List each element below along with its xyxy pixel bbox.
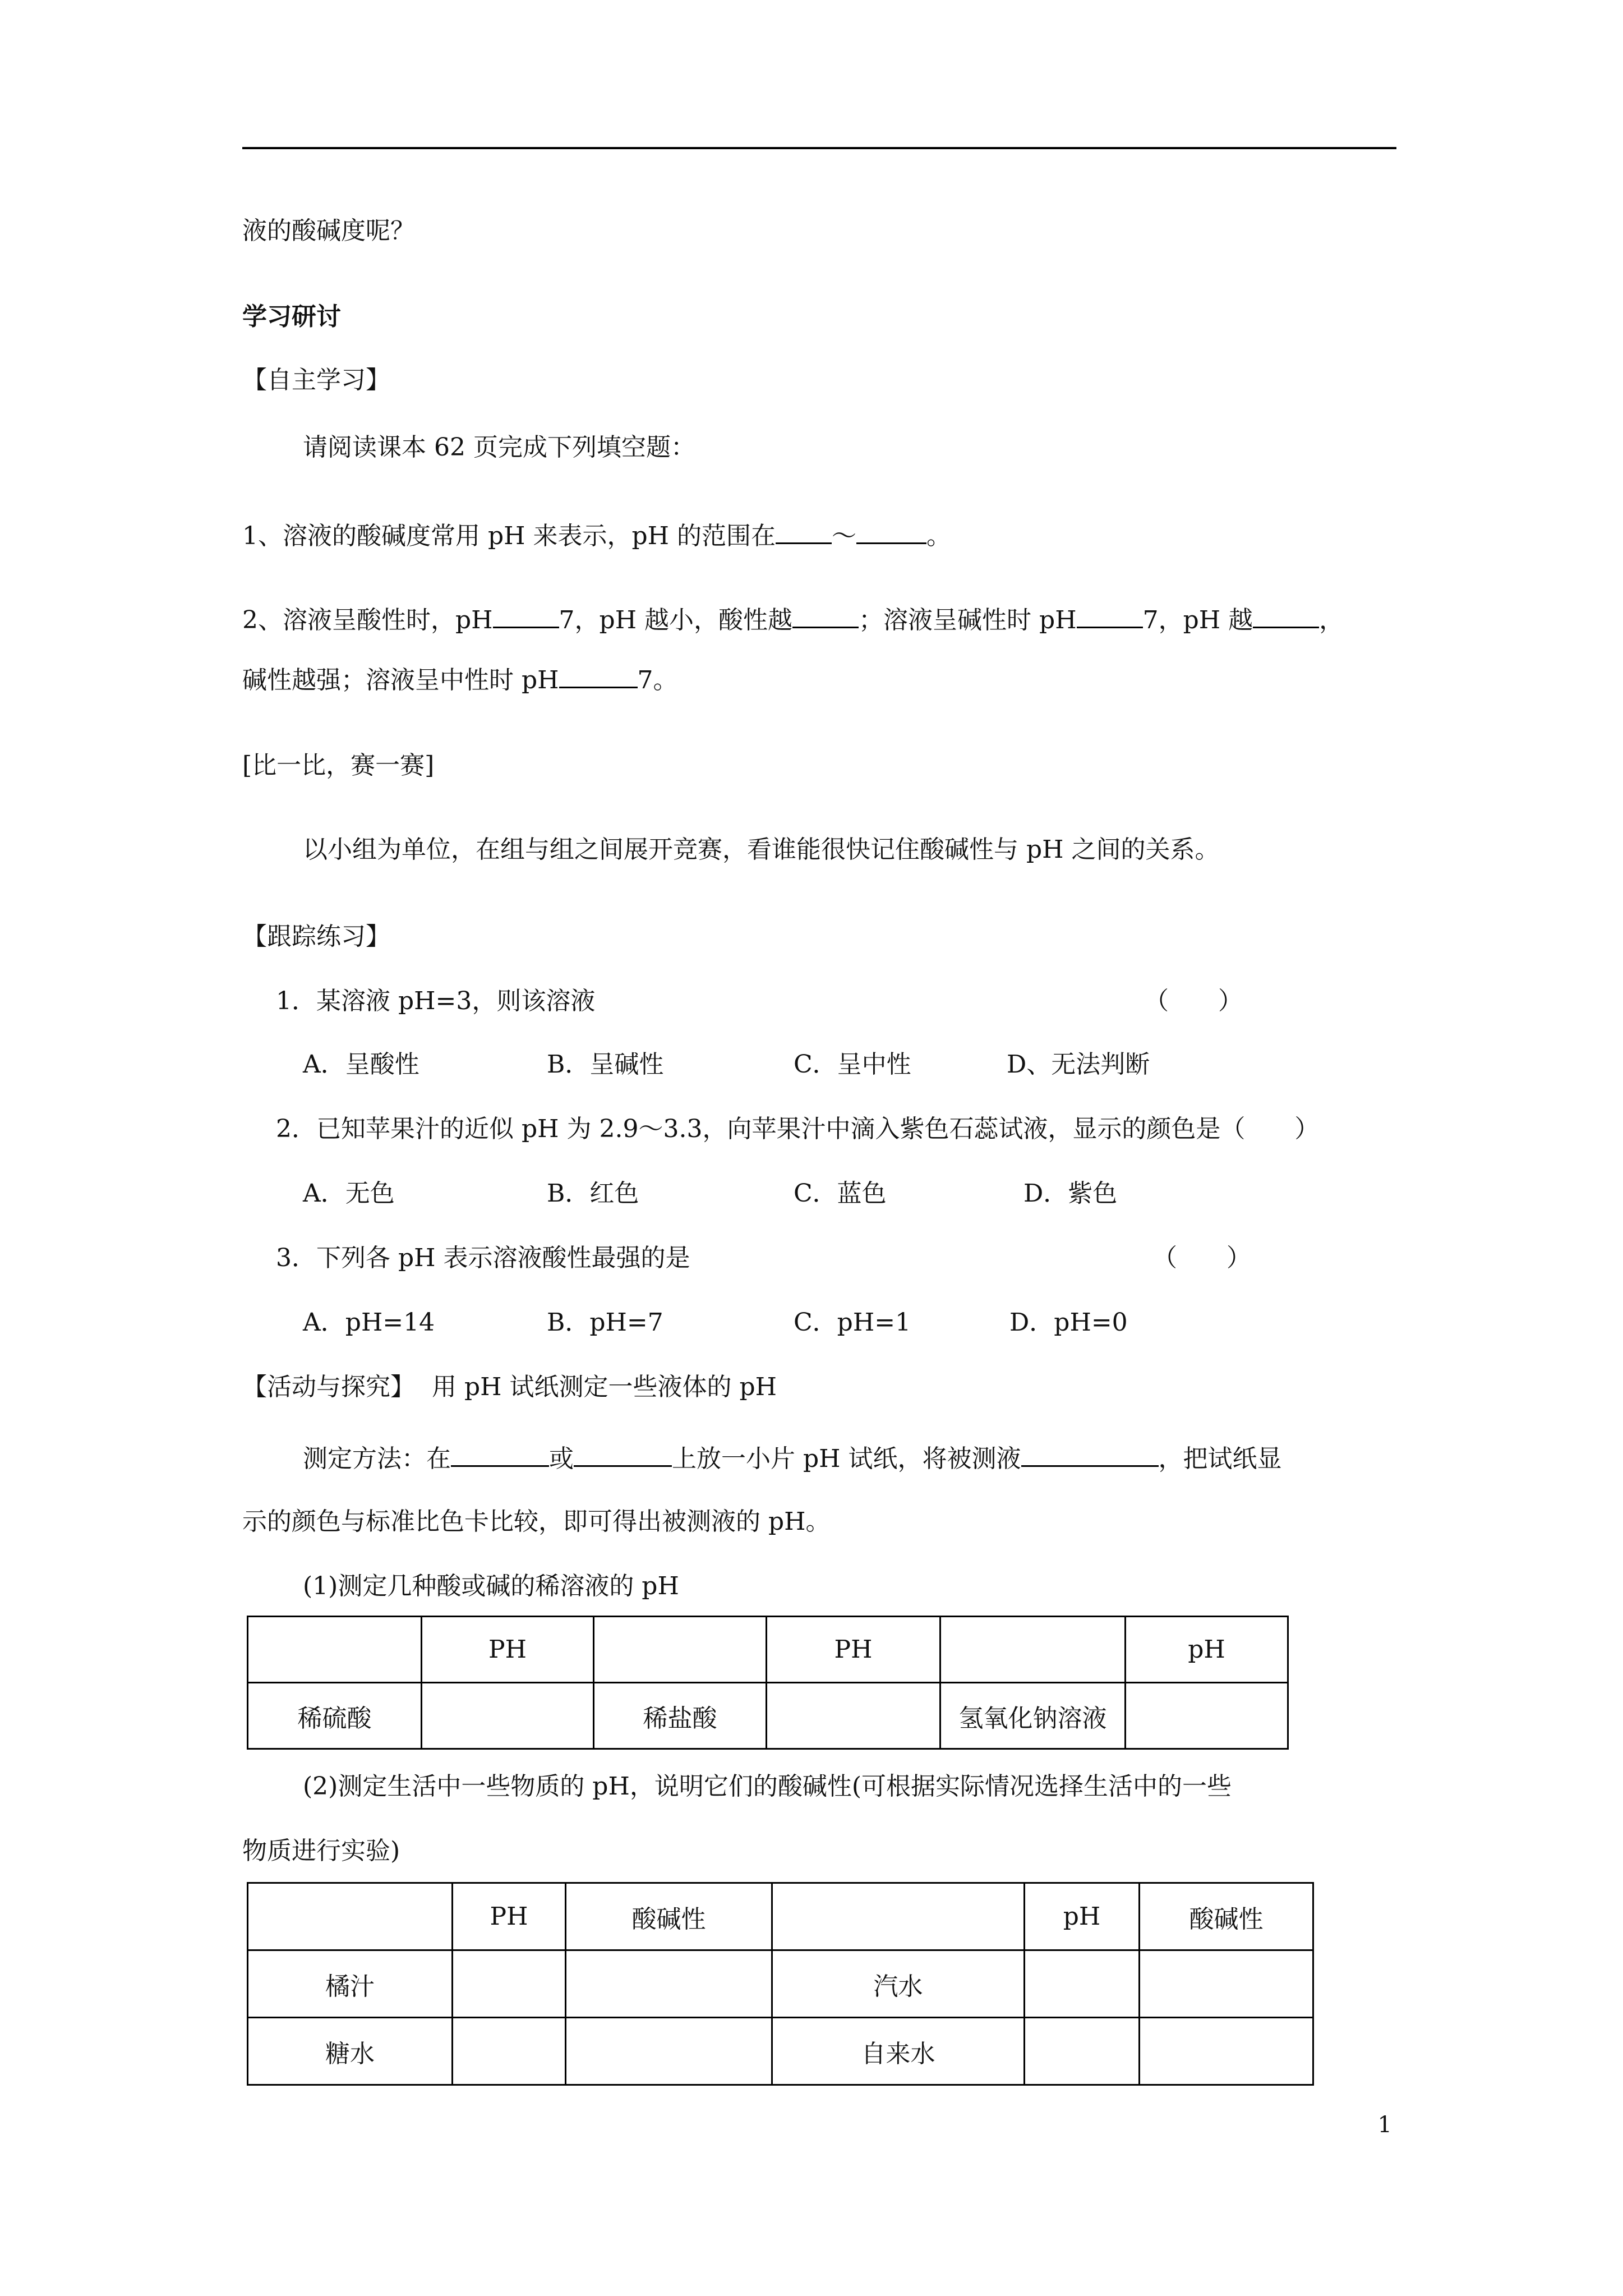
- part2-title-cont: 物质进行实验): [242, 1837, 400, 1865]
- fill-question-1: [242, 518, 951, 553]
- table-input-cell[interactable]: [1140, 1950, 1313, 2018]
- option-d[interactable]: D．紫色: [1023, 1179, 1118, 1208]
- activity-heading-line: [242, 1370, 777, 1404]
- option-b[interactable]: B．呈碱性: [547, 1050, 664, 1079]
- option-d[interactable]: D．pH=0: [1009, 1308, 1128, 1337]
- table-input-cell[interactable]: [453, 1950, 566, 2018]
- table-cell: 汽水: [772, 1950, 1025, 2018]
- table-row: [248, 2018, 1313, 2085]
- answer-blank[interactable]: [451, 1441, 549, 1467]
- answer-blank[interactable]: [559, 662, 638, 688]
- table-cell: 酸碱性: [1140, 1883, 1313, 1950]
- option-c[interactable]: C．蓝色: [794, 1179, 887, 1208]
- q2-text-c: ；溶液呈碱性时 pH: [859, 606, 1077, 634]
- method-text-a: 测定方法：在: [303, 1444, 451, 1473]
- table-header-row: [248, 1617, 1288, 1683]
- answer-blank[interactable]: [856, 518, 926, 544]
- q2-text-f: 碱性越强；溶液呈中性时 pH: [242, 666, 559, 694]
- answer-blank[interactable]: [1253, 602, 1319, 628]
- table-input-cell[interactable]: [566, 2018, 772, 2085]
- table-input-cell[interactable]: [767, 1683, 940, 1749]
- method-text-b: 或: [549, 1444, 574, 1473]
- table-cell: PH: [453, 1883, 566, 1950]
- table-input-cell[interactable]: [1126, 1683, 1288, 1749]
- table-cell: [248, 1883, 453, 1950]
- activity-heading: 【活动与探究】: [242, 1373, 415, 1401]
- option-a[interactable]: A．呈酸性: [303, 1050, 419, 1079]
- method-line-2: 示的颜色与标准比色卡比较，即可得出被测液的 pH。: [242, 1507, 831, 1536]
- table-input-cell[interactable]: [1025, 2018, 1140, 2085]
- q2-text-e: ，: [1319, 606, 1344, 634]
- table-cell: [772, 1883, 1025, 1950]
- section-title: 学习研讨: [242, 302, 341, 331]
- table-cell: [940, 1617, 1126, 1683]
- method-text-c: 上放一小片 pH 试纸，将被测液: [672, 1444, 1021, 1473]
- header-rule: [242, 147, 1396, 149]
- option-c[interactable]: C．pH=1: [794, 1308, 911, 1337]
- table-cell: PH: [422, 1617, 594, 1683]
- table-row: [248, 1950, 1313, 2018]
- answer-blank[interactable]: [1021, 1441, 1159, 1467]
- compete-text: 以小组为单位，在组与组之间展开竞赛，看谁能很快记住酸碱性与 pH 之间的关系。: [303, 835, 1220, 864]
- practice-q3-stem: 3．下列各 pH 表示溶液酸性最强的是: [276, 1244, 690, 1272]
- table-input-cell[interactable]: [453, 2018, 566, 2085]
- answer-blank[interactable]: [776, 518, 832, 544]
- part2-title: (2)测定生活中一些物质的 pH，说明它们的酸碱性(可根据实际情况选择生活中的一些: [303, 1772, 1232, 1801]
- practice-q2-stem: 2．已知苹果汁的近似 pH 为 2.9～3.3，向苹果汁中滴入紫色石蕊试液，显示的颜色是（ ）: [276, 1115, 1320, 1143]
- method-text-d: ，把试纸显: [1158, 1444, 1282, 1473]
- table-cell: [248, 1617, 422, 1683]
- table-input-cell[interactable]: [1025, 1950, 1140, 2018]
- acid-base-ph-table: [247, 1616, 1289, 1750]
- table-cell: pH: [1126, 1617, 1288, 1683]
- page-number: 1: [1377, 2112, 1392, 2138]
- answer-bracket[interactable]: （ ）: [1152, 1244, 1251, 1272]
- table-cell: pH: [1025, 1883, 1140, 1950]
- method-line-1: [303, 1441, 1282, 1476]
- table-cell: 糖水: [248, 2018, 453, 2085]
- option-c[interactable]: C．呈中性: [794, 1050, 911, 1079]
- table-input-cell[interactable]: [1140, 2018, 1313, 2085]
- table-cell: 稀硫酸: [248, 1683, 422, 1749]
- table-cell: 酸碱性: [566, 1883, 772, 1950]
- table-input-cell[interactable]: [566, 1950, 772, 2018]
- part1-title: (1)测定几种酸或碱的稀溶液的 pH: [303, 1572, 679, 1600]
- answer-blank[interactable]: [1077, 602, 1143, 628]
- answer-blank[interactable]: [493, 602, 559, 628]
- activity-title: 用 pH 试纸测定一些液体的 pH: [432, 1373, 777, 1401]
- table-cell: 橘汁: [248, 1950, 453, 2018]
- practice-heading: 【跟踪练习】: [242, 922, 390, 951]
- daily-substances-ph-table: [247, 1882, 1314, 2086]
- self-study-instruction: 请阅读课本 62 页完成下列填空题：: [303, 433, 695, 462]
- table-cell: 稀盐酸: [594, 1683, 767, 1749]
- q2-text-g: 7。: [637, 666, 678, 694]
- q1-text-a: 1、溶液的酸碱度常用 pH 来表示，pH 的范围在: [242, 522, 776, 550]
- option-a[interactable]: A．无色: [303, 1179, 395, 1208]
- option-d[interactable]: D、无法判断: [1007, 1050, 1150, 1079]
- fill-question-2-line1: [242, 602, 1344, 637]
- table-cell: [594, 1617, 767, 1683]
- table-input-cell[interactable]: [422, 1683, 594, 1749]
- q1-text-c: 。: [926, 522, 952, 550]
- practice-q1-stem: 1．某溶液 pH=3，则该溶液: [276, 987, 596, 1015]
- fill-question-2-line2: [242, 662, 678, 697]
- q2-text-a: 2、溶液呈酸性时，pH: [242, 606, 493, 634]
- intro-tail: 液的酸碱度呢？: [242, 217, 415, 245]
- option-a[interactable]: A．pH=14: [303, 1308, 435, 1337]
- q1-text-b: ～: [832, 522, 857, 550]
- q2-text-d: 7，pH 越: [1142, 606, 1253, 634]
- answer-blank[interactable]: [792, 602, 859, 628]
- compete-heading: [比一比，赛一赛]: [242, 751, 435, 780]
- option-b[interactable]: B．pH=7: [547, 1308, 663, 1337]
- table-cell: 氢氧化钠溶液: [940, 1683, 1126, 1749]
- table-header-row: [248, 1883, 1313, 1950]
- table-cell: PH: [767, 1617, 940, 1683]
- table-cell: 自来水: [772, 2018, 1025, 2085]
- option-b[interactable]: B．红色: [547, 1179, 639, 1208]
- self-study-heading: 【自主学习】: [242, 366, 390, 394]
- q2-text-b: 7，pH 越小，酸性越: [559, 606, 793, 634]
- answer-bracket[interactable]: （ ）: [1144, 987, 1243, 1015]
- answer-blank[interactable]: [574, 1441, 672, 1467]
- table-row: [248, 1683, 1288, 1749]
